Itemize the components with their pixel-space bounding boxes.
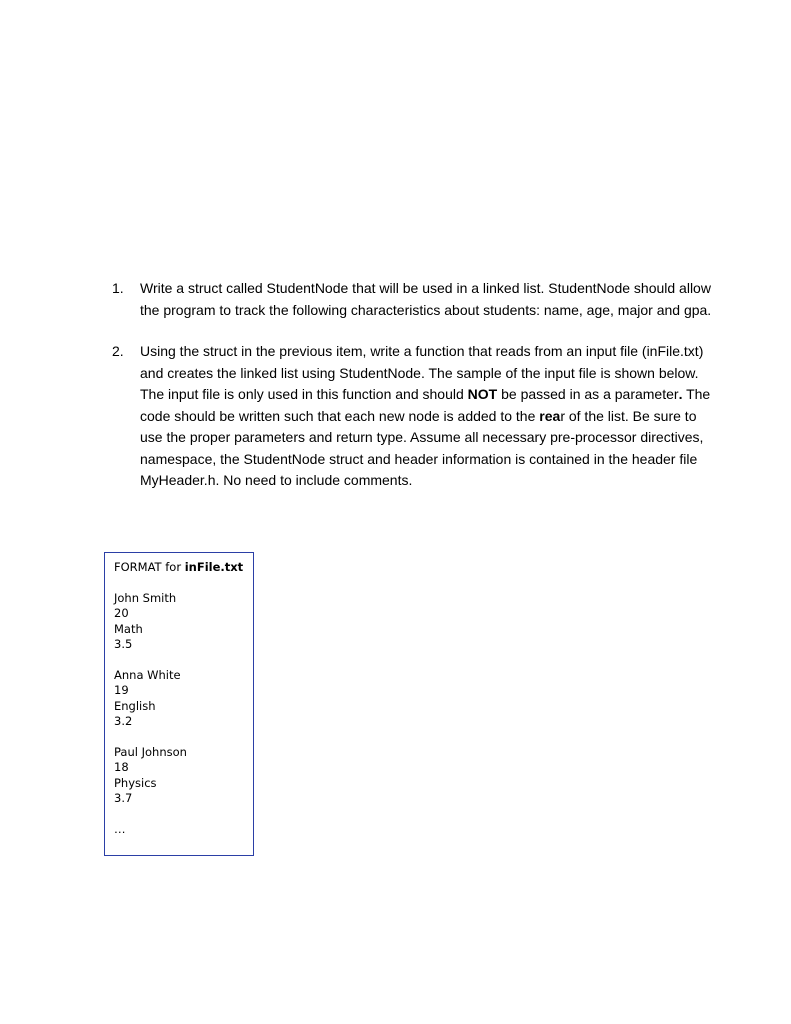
student-record: [114, 591, 244, 653]
question-2-text: [140, 341, 712, 492]
record-age: 18: [114, 760, 129, 774]
format-ellipsis: …: [114, 821, 126, 836]
record-gpa: 3.5: [114, 637, 133, 651]
record-major: Physics: [114, 775, 157, 790]
question-2-text-part2: be passed in as a parameter: [497, 386, 679, 402]
record-gpa: 3.2: [114, 714, 133, 728]
question-2: [112, 341, 712, 492]
question-2-bold-period: .: [678, 386, 683, 402]
student-record: [114, 668, 244, 730]
record-name: Anna White: [114, 667, 181, 682]
record-name: John Smith: [114, 590, 177, 605]
question-1-text: Write a struct called StudentNode that will be used in a linked list. StudentNode should allow the program to track the following characteristics about students: name, age, major and gpa.: [140, 280, 712, 318]
question-2-bold-rea: rea: [539, 407, 561, 424]
record-age: 19: [114, 683, 129, 697]
question-2-text-part3: The code should be written such that each new node is added to the: [140, 386, 711, 424]
record-major: Math: [114, 621, 143, 636]
question-list: [112, 278, 712, 492]
question-2-bold-not: NOT: [467, 386, 498, 402]
question-2-text-part1: Using the struct in the previous item, write a function that reads from an input file (inFile.txt) and creates the linked list using StudentNode. The sample of the input file is shown below. The input file is only used in this function and should: [140, 343, 704, 402]
record-age: 20: [114, 606, 129, 620]
record-name: Paul Johnson: [114, 744, 187, 759]
format-box-title: [114, 560, 244, 576]
question-1-number: 1.: [112, 280, 124, 296]
format-title-filename: inFile.txt: [184, 560, 244, 574]
question-1: [112, 278, 712, 321]
input-file-format-box: [104, 552, 254, 856]
question-2-number: 2.: [112, 343, 124, 359]
record-major: English: [114, 698, 156, 713]
format-title-prefix: FORMAT for: [114, 560, 185, 574]
student-record: [114, 745, 244, 807]
record-gpa: 3.7: [114, 791, 133, 805]
question-2-text-part4: r of the list. Be sure to use the proper parameters and return type. Assume all necessary pre-processor directives, namespace, the StudentNode struct and header information is contained in the header file MyHeader.h. No need to include comments.: [140, 407, 704, 488]
